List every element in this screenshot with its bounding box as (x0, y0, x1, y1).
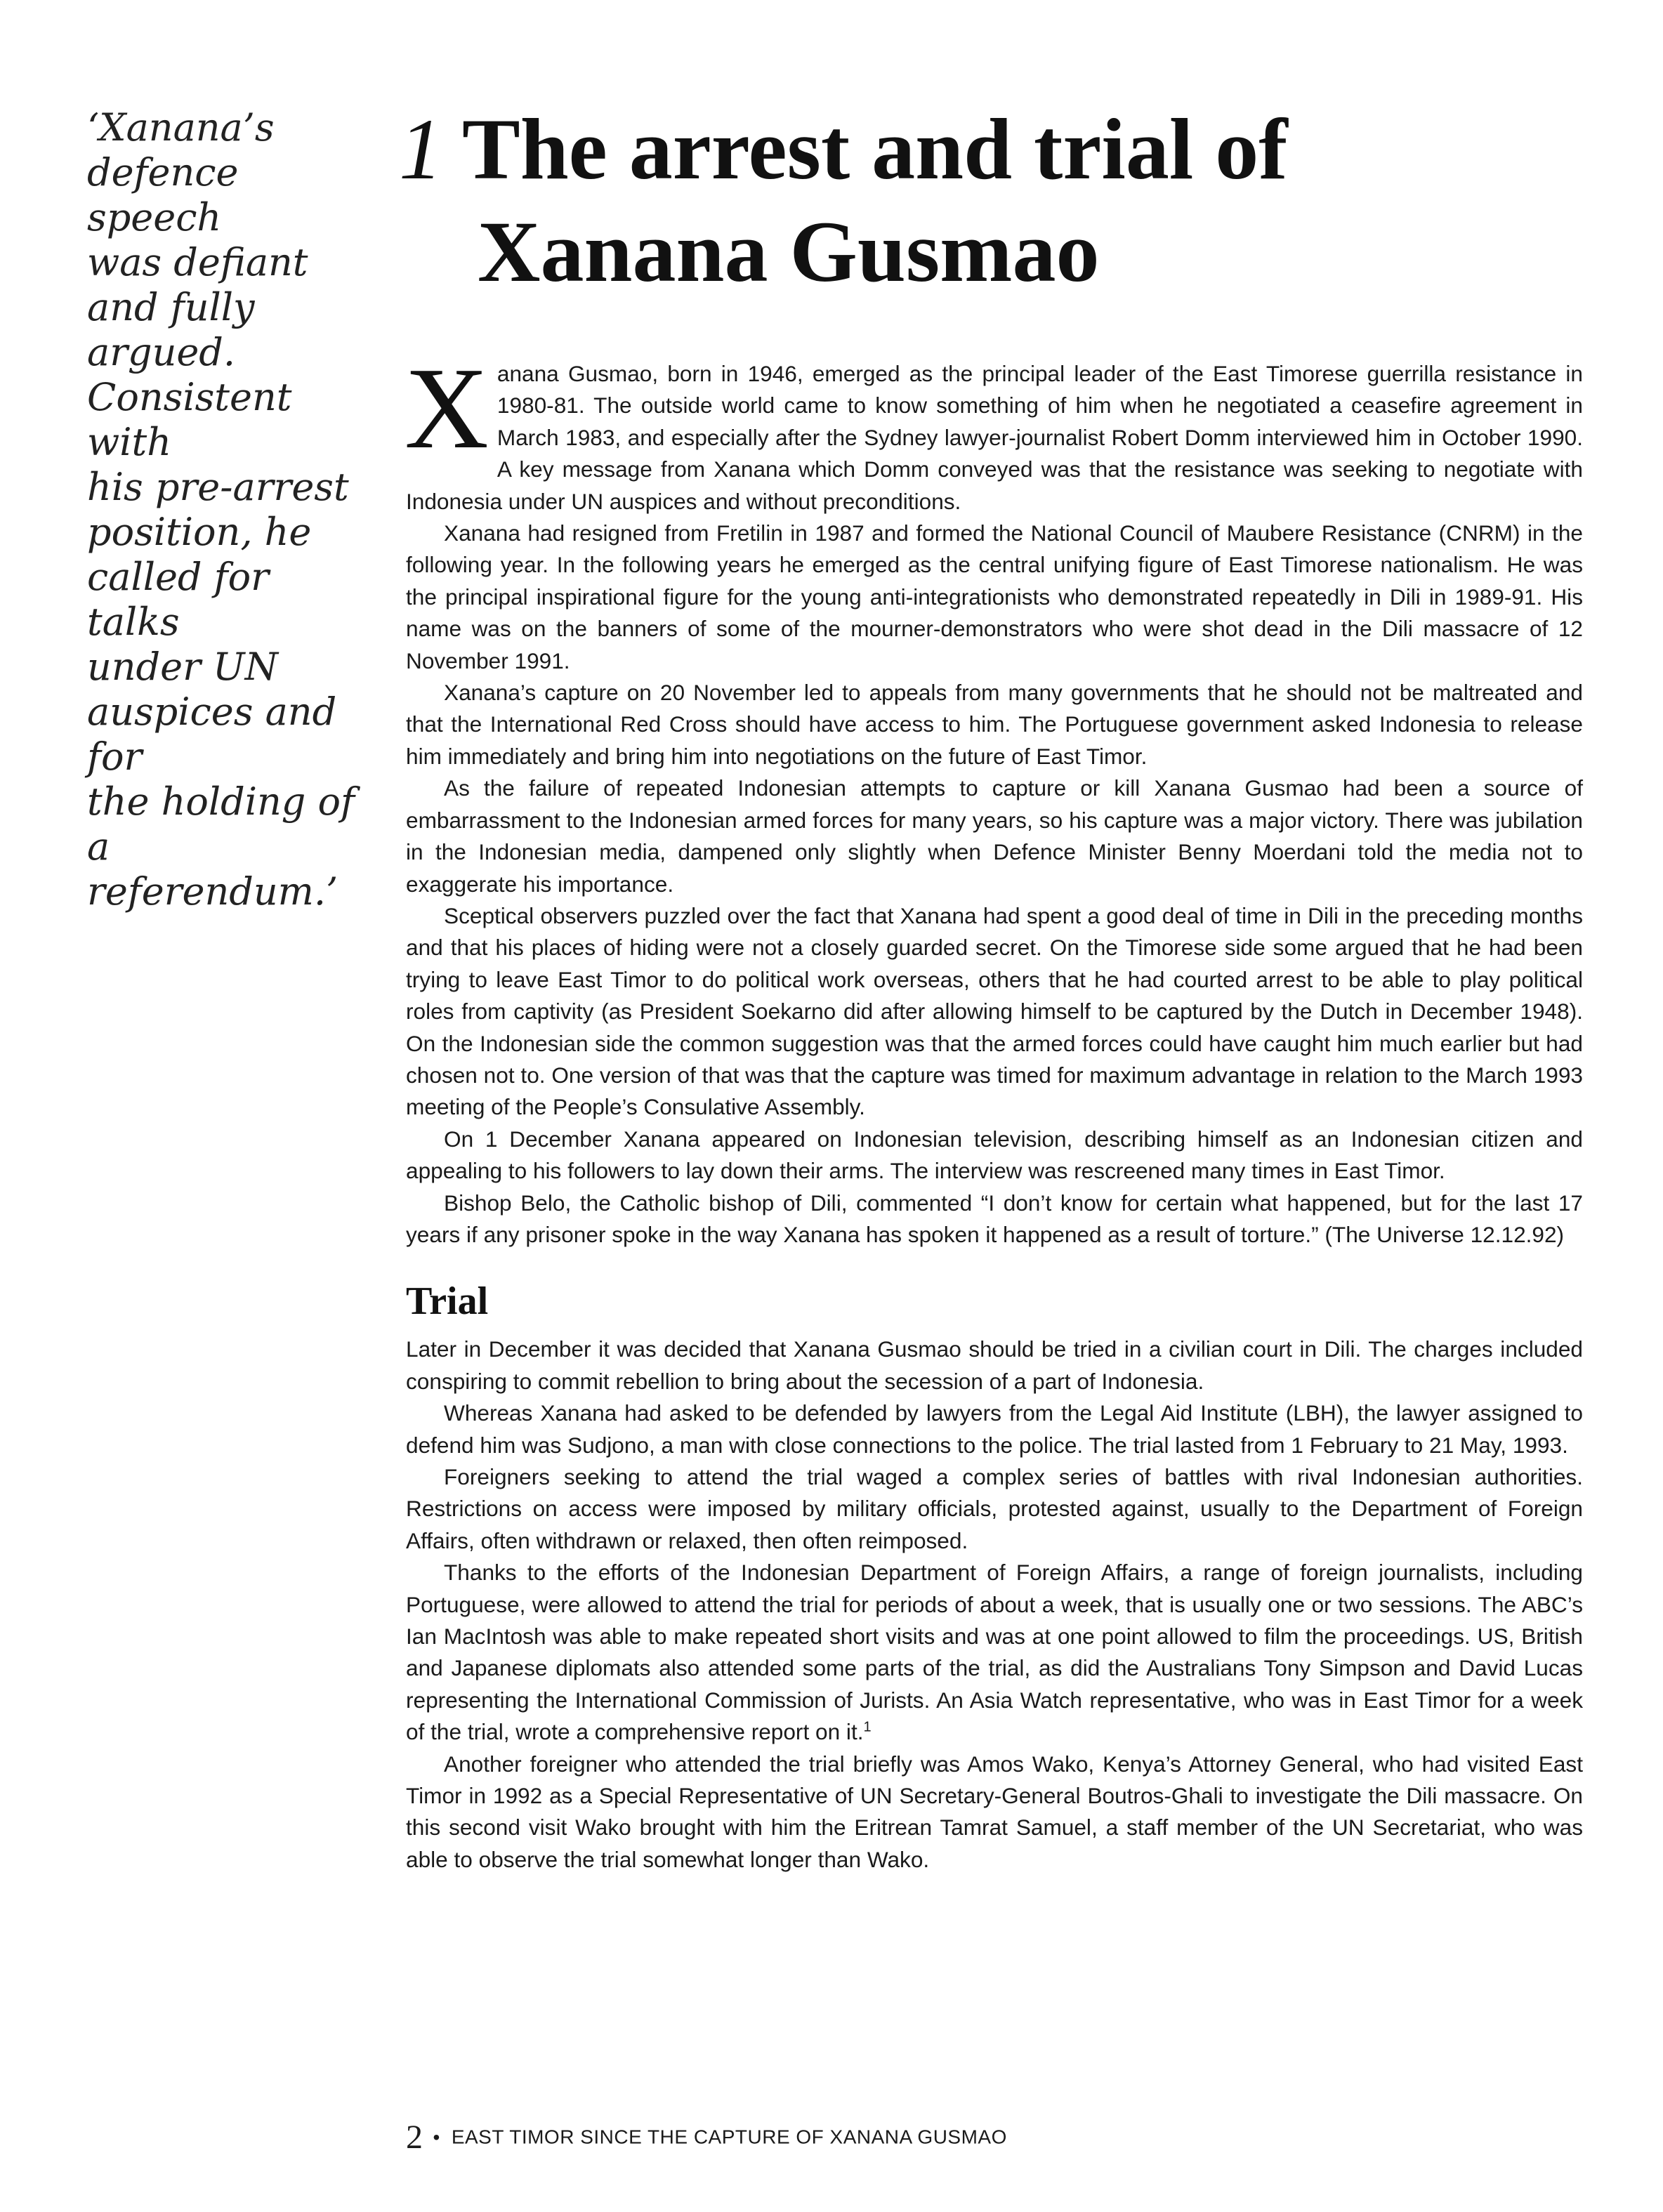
chapter-title-line-2: Xanana Gusmao (478, 204, 1100, 300)
pull-quote-line: the holding of a (87, 779, 355, 869)
paragraph: Another foreigner who attended the trial briefly was Amos Wako, Kenya’s Attorney General, who had visited East Timor in 1992 as a Special Representative of UN Secretary-General Boutros-Ghali to investigate the Dili massacre. On this second visit Wako brought with him the Eritrean Tamrat Samuel, a staff member of the UN Secretariat, who was able to observe the trial somewhat longer than Wako. (406, 1751, 1583, 1872)
intro-paragraph (405, 343, 1583, 518)
pull-quote-line: ‘Xanana’s (87, 105, 275, 150)
paragraph: Foreigners seeking to attend the trial waged a complex series of battles with rival Indonesian authorities. Restrictions on access were imposed by military officials, protested against, usually to the Department of Foreign Affairs, often withdrawn or relaxed, then often reimposed. (406, 1464, 1583, 1553)
paragraph-text: Thanks to the efforts of the Indonesian Department of Foreign Affairs, a range of foreign journalists, including Portuguese, were allowed to attend the trial for periods of about a week, that is usually one or two sessions. The ABC’s Ian MacIntosh was able to make repeated short visits and was at one point allowed to film the proceedings. US, British and Japanese diplomats also attended some parts of the trial, as did the Australians Tony Simpson and David Lucas representing the International Commission of Jurists. An Asia Watch representative, who was in East Timor for a week of the trial, wrote a comprehensive report on it. (406, 1560, 1583, 1745)
intro-paragraph-text: anana Gusmao, born in 1946, emerged as the principal leader of the East Timorese guerrilla resistance in 1980-81. The outside world came to know something of him when he negotiated a ceasefire agreement in March 1983, and especially after the Sydney lawyer-journalist Robert Domm interviewed him in October 1990. A key message from Xanana which Domm conveyed was that the resistance was seeking to negotiate with Indonesia under UN auspices and without preconditions. (406, 361, 1583, 514)
paragraph: Xanana’s capture on 20 November led to appeals from many governments that he should not be maltreated and that the International Red Cross should have access to him. The Portuguese government asked Indonesia to release him immediately and bring him into negotiations on the future of East Timor. (406, 680, 1583, 769)
page-footer (406, 2118, 1530, 2157)
bullet-icon: • (433, 2126, 440, 2148)
pull-quote-line: Consistent with (87, 375, 292, 464)
chapter-title-line-1: The arrest and trial of (462, 101, 1288, 197)
pull-quote-line: and fully (87, 285, 255, 329)
chapter-number: 1 (399, 101, 442, 197)
paragraph: Later in December it was decided that Xanana Gusmao should be tried in a civilian court in Dili. The charges included conspiring to commit rebellion to bring about the secession of a part of Indonesia. (406, 1336, 1583, 1394)
pull-quote-line: his pre-arrest (87, 465, 349, 509)
paragraph: As the failure of repeated Indonesian attempts to capture or kill Xanana Gusmao had been a source of embarrassment to the Indonesian armed forces for many years, so his capture was a major victory. There was jubilation in the Indonesian media, dampened only slightly when Defence Minister Benny Moerdani told the media not to exaggerate his importance. (406, 775, 1583, 897)
article-body (405, 343, 1583, 1876)
pull-quote-line: under UN (87, 645, 278, 689)
chapter-title (399, 98, 1593, 303)
paragraph: Xanana had resigned from Fretilin in 1987 and formed the National Council of Maubere Resistance (CNRM) in the following year. In the following years he emerged as the central unifying figure of East Timorese nationalism. He was the principal inspirational figure for the young anti-integrationists who demonstrated repeatedly in Dili in 1989-91. His name was on the banners of some of the mourner-demonstrators who were shot dead in the Dili massacre of 12 November 1991. (406, 520, 1583, 673)
paragraph: Sceptical observers puzzled over the fact that Xanana had spent a good deal of time in Dili in the preceding months and that his places of hiding were not a closely guarded secret. On the Timorese side some argued that he had been trying to leave East Timor to do political work overseas, others that he had courted arrest to be able to play political roles from captivity (as President Soekarno did after allowing himself to be captured by the Dutch in December 1948). On the Indonesian side the common suggestion was that the armed forces could have caught him much earlier but had chosen not to. One version of that was that the capture was timed for maximum advantage in relation to the March 1993 meeting of the People’s Consulative Assembly. (406, 902, 1583, 1120)
pull-quote-line: was defiant (87, 240, 308, 284)
footnote-marker[interactable]: 1 (863, 1719, 872, 1735)
running-title: EAST TIMOR SINCE THE CAPTURE OF XANANA GUSMAO (451, 2126, 1007, 2148)
section-heading-trial: Trial (406, 1279, 489, 1324)
drop-cap: X (405, 343, 489, 473)
pull-quote-line: defence speech (87, 150, 239, 239)
pull-quote-line: called for talks (87, 555, 269, 644)
pull-quote-line: auspices and for (87, 690, 337, 779)
paragraph: Bishop Belo, the Catholic bishop of Dili, commented “I don’t know for certain what happened, but for the last 17 years if any prisoner spoke in the way Xanana has spoken it happened as a result of torture.” (The Universe 12.12.92) (406, 1190, 1583, 1247)
pull-quote-line: argued. (87, 330, 236, 374)
pull-quote (87, 105, 368, 914)
page-number: 2 (406, 2119, 423, 2156)
paragraph (406, 1557, 1583, 1748)
paragraph: On 1 December Xanana appeared on Indonesian television, describing himself as an Indonesian citizen and appealing to his followers to lay down their arms. The interview was rescreened many times in East Timor. (406, 1126, 1583, 1184)
paragraph: Whereas Xanana had asked to be defended by lawyers from the Legal Aid Institute (LBH), the lawyer assigned to defend him was Sudjono, a man with close connections to the police. The trial lasted from 1 February to 21 May, 1993. (406, 1400, 1583, 1458)
pull-quote-line: referendum.’ (87, 869, 338, 914)
pull-quote-line: position, he (87, 510, 312, 554)
